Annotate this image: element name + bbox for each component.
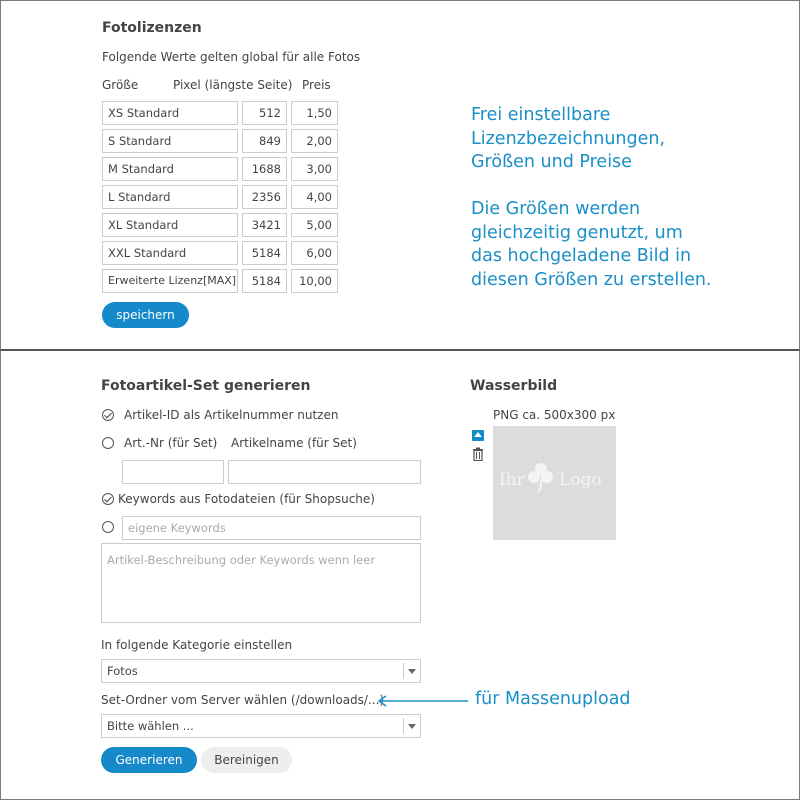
license-name-field[interactable]: XS Standard [102,101,238,125]
generate-button[interactable]: Generieren [101,747,197,773]
license-name-field[interactable]: L Standard [102,185,238,209]
license-price-field[interactable]: 4,00 [291,185,338,209]
license-name-field[interactable]: M Standard [102,157,238,181]
artnr-label: Art.-Nr (für Set) [124,436,218,450]
artnr-radio[interactable] [102,437,114,449]
artnr-input[interactable] [122,460,224,484]
annotation-line: Lizenzbezeichnungen, [471,128,666,149]
license-price-field[interactable]: 3,00 [291,157,338,181]
upload-icon[interactable] [472,430,484,441]
artikelname-input[interactable] [228,460,421,484]
watermark-text-left: Ihr [499,470,525,490]
folder-label: Set-Ordner vom Server wählen (/downloads/...) [101,693,385,707]
license-name-field[interactable]: Erweiterte Lizenz[MAX] [102,269,238,293]
column-header-price: Preis [302,78,331,92]
category-selected-value: Fotos [107,664,138,678]
license-pixel-field[interactable]: 849 [242,129,287,153]
annotation-mass-upload: für Massenupload [475,689,631,709]
license-name-field[interactable]: S Standard [102,129,238,153]
clear-button[interactable]: Bereinigen [201,747,292,773]
keywords-label: Keywords aus Fotodateien (für Shopsuche) [118,492,375,506]
license-pixel-field[interactable]: 2356 [242,185,287,209]
license-price-field[interactable]: 1,50 [291,101,338,125]
wasserbild-hint: PNG ca. 500x300 px [493,408,616,422]
artikelname-label: Artikelname (für Set) [231,436,357,450]
license-price-field[interactable]: 10,00 [291,269,338,293]
trash-icon[interactable] [472,447,484,461]
annotation-line: Frei einstellbare [471,105,611,125]
fotolizenzen-subtitle: Folgende Werte gelten global für alle Fotos [102,50,361,64]
license-pixel-field[interactable]: 3421 [242,213,287,237]
column-header-size: Größe [102,78,139,92]
description-textarea[interactable]: Artikel-Beschreibung oder Keywords wenn leer [101,543,421,623]
custom-keywords-radio[interactable] [102,521,114,533]
annotation-line: Größen und Preise [471,152,632,172]
fotoartikel-title: Fotoartikel-Set generieren [101,378,311,394]
license-pixel-field[interactable]: 5184 [242,269,287,293]
chevron-down-icon [408,724,416,729]
artikel-id-checkbox[interactable] [102,409,114,421]
select-separator [403,718,404,734]
category-select[interactable] [101,659,421,683]
folder-select[interactable] [101,714,421,738]
watermark-preview [493,426,616,540]
select-separator [403,663,404,679]
fotolizenzen-panel [0,0,800,351]
column-header-pixel: Pixel (längste Seite) [173,78,293,92]
license-pixel-field[interactable]: 1688 [242,157,287,181]
license-pixel-field[interactable]: 5184 [242,241,287,265]
license-price-field[interactable]: 6,00 [291,241,338,265]
annotation-line: gleichzeitig genutzt, um [471,222,683,243]
annotation-line [471,175,712,199]
annotation-line: das hochgeladene Bild in [471,246,692,266]
wasserbild-title: Wasserbild [470,378,558,394]
arrow-left-icon [376,694,470,708]
annotation-line: diesen Größen zu erstellen. [471,269,712,290]
license-price-field[interactable]: 5,00 [291,213,338,237]
license-pixel-field[interactable]: 512 [242,101,287,125]
license-name-field[interactable]: XL Standard [102,213,238,237]
save-button[interactable]: speichern [102,302,189,328]
annotation-licenses [471,104,712,292]
folder-selected-value: Bitte wählen ... [107,719,194,733]
custom-keywords-input[interactable]: eigene Keywords [122,516,421,540]
clover-logo-icon [526,460,556,494]
chevron-down-icon [408,669,416,674]
annotation-line: Die Größen werden [471,199,641,219]
license-price-field[interactable]: 2,00 [291,129,338,153]
license-name-field[interactable]: XXL Standard [102,241,238,265]
watermark-text-right: Logo [559,470,602,490]
artikel-id-label: Artikel-ID als Artikelnummer nutzen [124,408,339,422]
keywords-checkbox[interactable] [102,493,114,505]
fotolizenzen-title: Fotolizenzen [102,20,202,36]
category-label: In folgende Kategorie einstellen [101,638,293,652]
